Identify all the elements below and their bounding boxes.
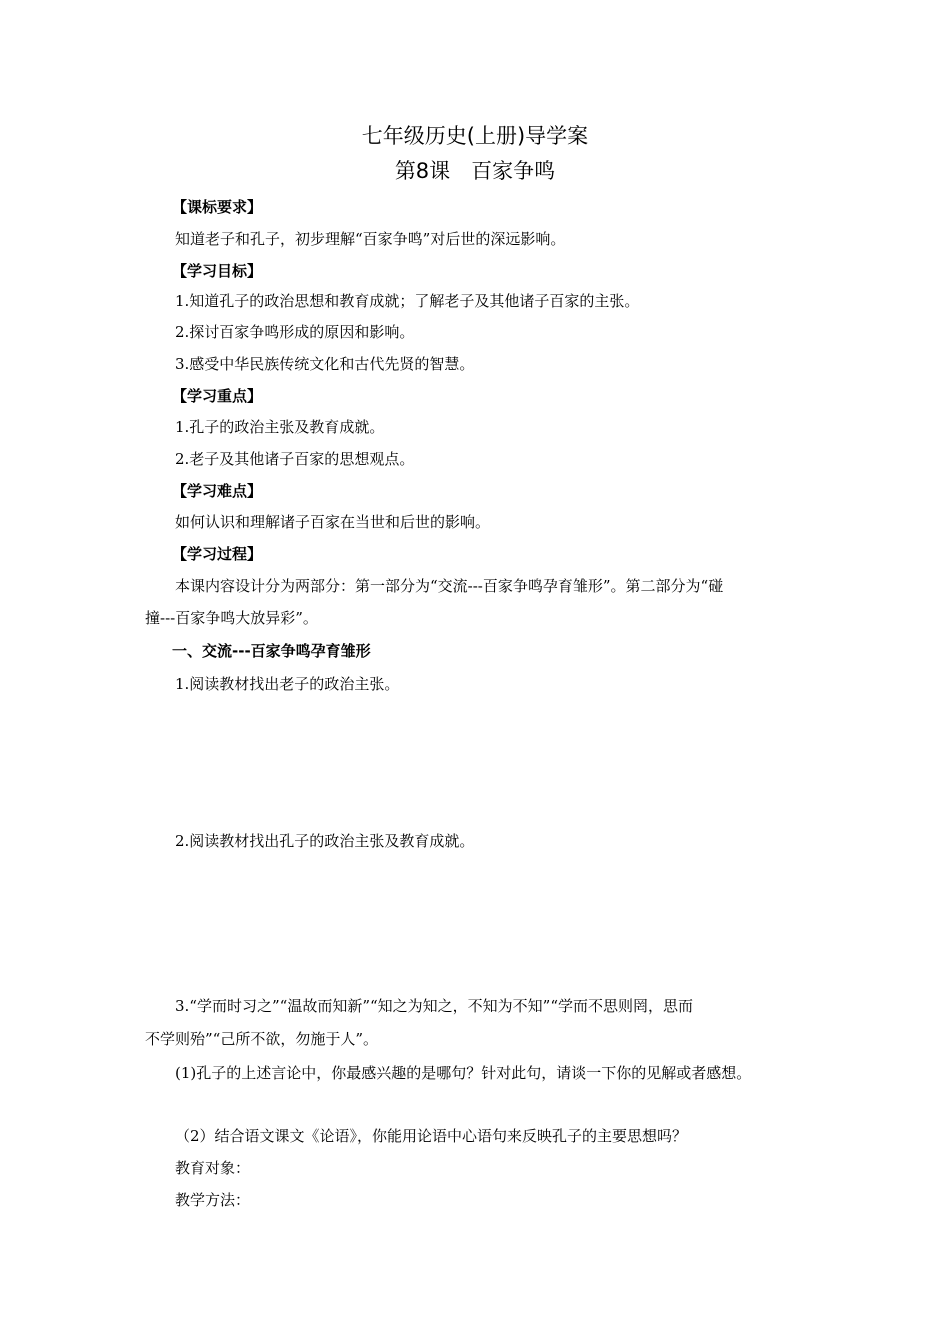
process-intro-line-2: 撞---百家争鸣大放异彩”。	[145, 609, 318, 627]
difficulties-heading: 【学习难点】	[172, 482, 263, 500]
document-title: 七年级历史(上册)导学案	[361, 124, 589, 148]
process-heading: 【学习过程】	[172, 545, 263, 563]
curriculum-heading: 【课标要求】	[172, 198, 263, 216]
teaching-method-label: 教学方法：	[175, 1191, 251, 1209]
question-1: 1.阅读教材找出老子的政治主张。	[175, 675, 400, 693]
question-2: 2.阅读教材找出孔子的政治主张及教育成就。	[175, 832, 475, 850]
part1-heading: 一、交流---百家争鸣孕育雏形	[172, 642, 371, 660]
question-3-line-1: 3.“学而时习之”“温故而知新”“知之为知之，不知为不知”“学而不思则罔，思而	[175, 997, 693, 1015]
difficulties-text: 如何认识和理解诸子百家在当世和后世的影响。	[175, 513, 491, 531]
objective-item-1: 1.知道孔子的政治思想和教育成就；了解老子及其他诸子百家的主张。	[175, 292, 640, 310]
education-target-label: 教育对象：	[175, 1159, 251, 1177]
question-3-sub-1: (1)孔子的上述言论中，你最感兴趣的是哪句？针对此句，请谈一下你的见解或者感想。	[175, 1064, 752, 1082]
process-intro-line-1: 本课内容设计分为两部分：第一部分为“交流---百家争鸣孕育雏形”。第二部分为“碰	[175, 577, 724, 595]
curriculum-text: 知道老子和孔子，初步理解“百家争鸣”对后世的深远影响。	[175, 230, 566, 248]
question-3-line-2: 不学则殆”“己所不欲，勿施于人”。	[145, 1030, 379, 1048]
objective-item-3: 3.感受中华民族传统文化和古代先贤的智慧。	[175, 355, 475, 373]
key-points-heading: 【学习重点】	[172, 387, 263, 405]
lesson-title: 第8课 百家争鸣	[394, 159, 556, 183]
objectives-heading: 【学习目标】	[172, 262, 263, 280]
key-point-item-2: 2.老子及其他诸子百家的思想观点。	[175, 450, 415, 468]
question-3-sub-2: （2）结合语文课文《论语》，你能用论语中心语句来反映孔子的主要思想吗？	[175, 1127, 688, 1145]
key-point-item-1: 1.孔子的政治主张及教育成就。	[175, 418, 385, 436]
objective-item-2: 2.探讨百家争鸣形成的原因和影响。	[175, 323, 415, 341]
